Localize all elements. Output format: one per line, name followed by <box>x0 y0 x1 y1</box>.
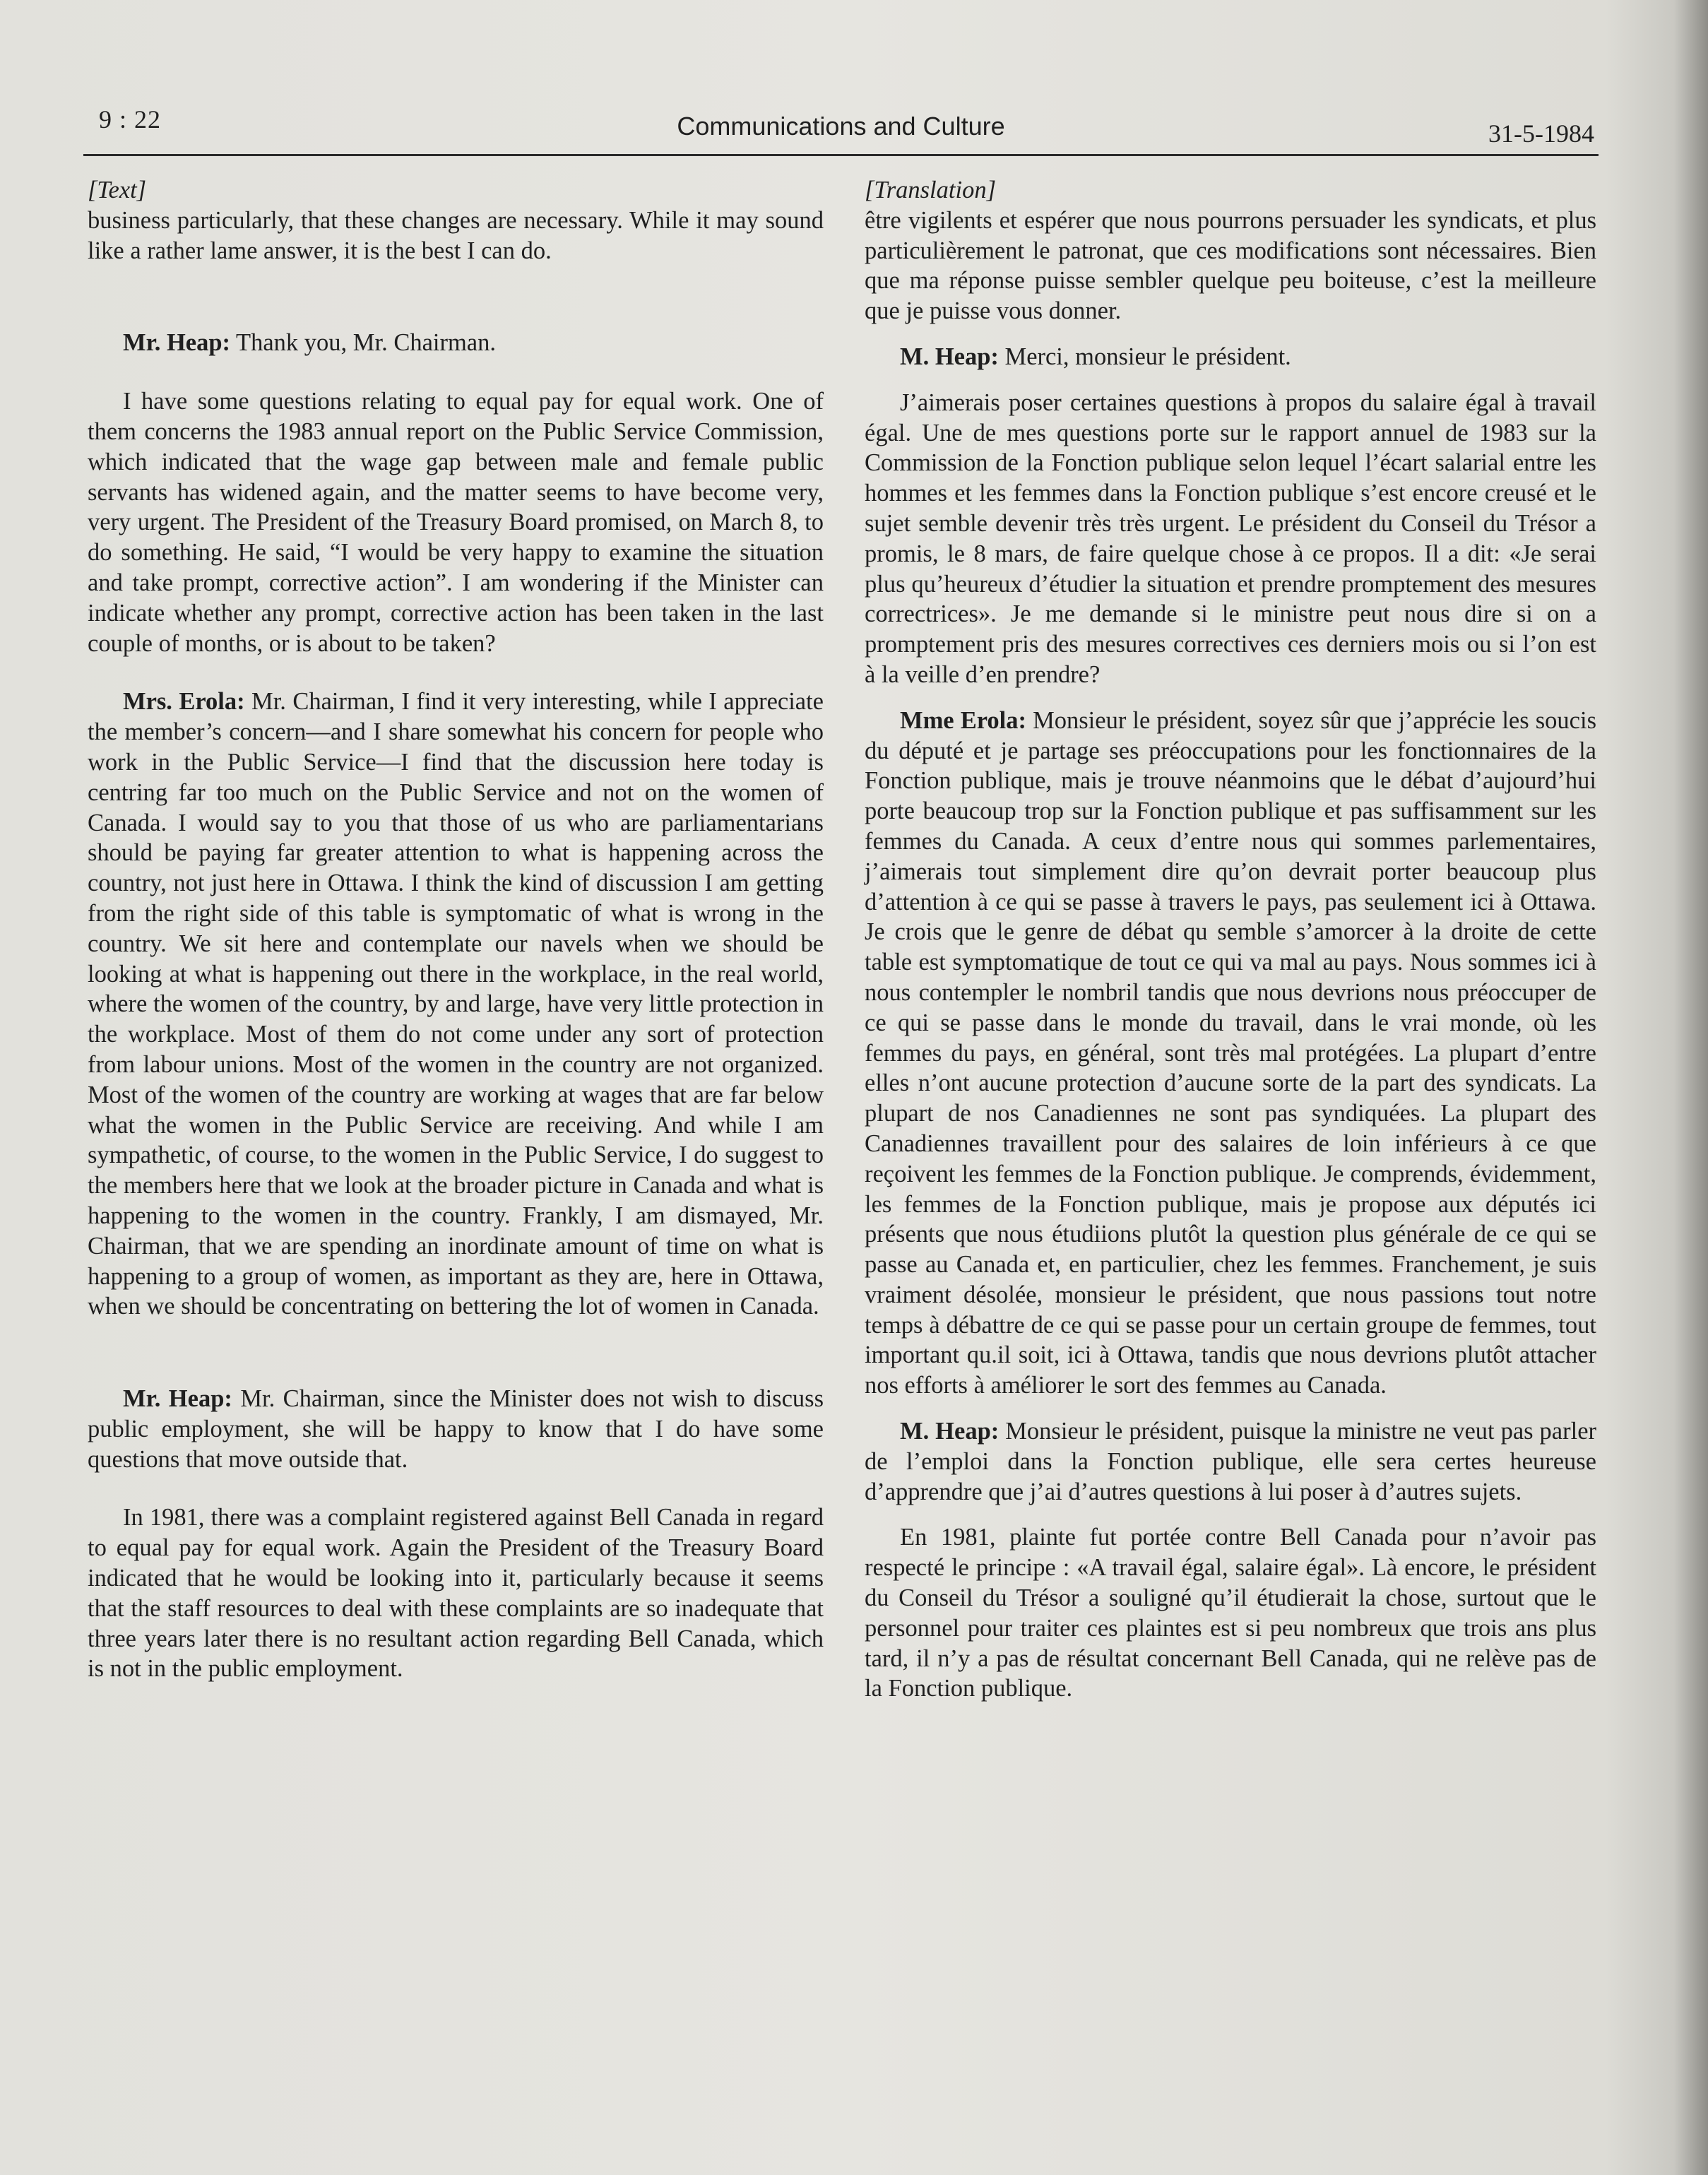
text-tag: [Text] <box>88 177 147 203</box>
speaker-paragraph <box>88 1384 824 1474</box>
page-header <box>83 97 1599 156</box>
paragraph: En 1981, plainte fut portée contre Bell Canada pour n’avoir pas respecté le principe : «A travail égal, salaire égal». Là encore, le président du Conseil du Trésor a souligné qu’il étudierait la chose, surtout que le personnel pour traiter ces plaintes est si peu nombreux que trois ans plus tard, il n’y a pas de résultat concernant Bell Canada, qui ne relève pas de la Fonction publique. <box>865 1524 1596 1702</box>
speech-text: Monsieur le président, puisque la ministre ne veut pas parler de l’emploi dans la Fonction publique, elle sera certes heureuse d’apprendre que j’ai d’autres questions à lui poser à d’autres sujets. <box>865 1418 1596 1505</box>
publication-title: Communications and Culture <box>677 112 1005 141</box>
speaker-paragraph <box>865 342 1596 372</box>
speaker-name: Mr. Heap: <box>123 1385 232 1413</box>
speech-text: Mr. Chairman, since the Minister does not wish to discuss public employment, she will be happy to know that I do have some questions that move outside that. <box>88 1385 824 1473</box>
speaker-paragraph <box>88 328 824 358</box>
speech-text: Monsieur le président, soyez sûr que j’apprécie les soucis du député et je partage ses préoccupations pour les fonctionnaires de la Fonction publique, mais je trouve néanmoins que le débat d’aujourd’hui porte beaucoup trop sur la Fonction publique et pas suffisamment sur les femmes du Canada. A ceux d’entre nous qui sommes parlementaires, j’aimerais tout simplement dire qu’on devrait porter beaucoup plus d’attention à ce qui se passe à travers le pays, pas seulement ici à Ottawa. Je crois que le genre de débat qu semble s’amorcer à la droite de cette table est symptomatique de tout ce qui va mal au pays. Nous sommes ici à nous contempler le nombril tandis que nous devrions nous préoccuper de ce qui se passe dans le monde du travail, dans le vrai monde, où les femmes du pays, en général, sont très mal protégées. La plupart d’entre elles n’ont aucune protection d’aucune sorte de la part des syndicats. La plupart de nos Canadiennes ne sont pas syndiquées. La plupart des Canadiennes travaillent pour des salaires de loin inférieurs à ce que reçoivent les femmes de la Fonction publique. Je comprends, évidemment, les femmes de la Fonction publique, mais je propose aux députés ici présents que nous étudiions plutôt la question plus générale de ce qui se passe au Canada et, en particulier, chez les femmes. Franchement, je suis vraiment désolée, monsieur le président, que nous passions tout notre temps à débattre de ce qui se passe pour un certain groupe de femmes, tout important qu.il soit, ici à Ottawa, tandis que nous devrions plutôt attacher nos efforts à améliorer le sort des femmes au Canada. <box>865 706 1596 1399</box>
speaker-name: Mrs. Erola: <box>123 688 245 716</box>
speaker-paragraph <box>865 1416 1596 1507</box>
speaker-name: M. Heap: <box>900 343 999 370</box>
speech-text: Mr. Chairman, I find it very interesting, while I appreciate the member’s concern—and I share somewhat his concern for people who work in the Public Service—I find that the discussion here today is centring far too much on the Public Service and not on the women of Canada. I would say to you that those of us who are parliamentarians should be paying far greater attention to what is happening across the country, not just here in Ottawa. I think the kind of discussion I am getting from the right side of this table is symptomatic of what is wrong in the country. We sit here and contemplate our navels when we should be looking at what is happening out there in the workplace, in the real world, where the women of the country, by and large, have very little protection in the workplace. Most of them do not come under any sort of protection from labour unions. Most of the women in the country are not organized. Most of the women of the country are working at wages that are far below what the women in the Public Service are receiving. And while I am sympathetic, of course, to the women in the Public Service, I do suggest to the members here that we look at the broader picture in Canada and what is happening to the women in the country. Frankly, I am dismayed, Mr. Chairman, that we are spending an inordinate amount of time on what is happening to a group of women, as important as they are, here in Ottawa, when we should be concentrating on bettering the lot of women in Canada. <box>88 688 824 1320</box>
speaker-name: Mme Erola: <box>900 706 1026 734</box>
paragraph: J’aimerais poser certaines questions à propos du salaire égal à travail égal. Une de mes questions porte sur le rapport annuel de 1983 sur la Commission de la Fonction publique selon lequel l’écart salarial entre les hommes et les femmes dans la Fonction publique s’est encore creusé et le sujet semble devenir très très urgent. Le président du Conseil du Trésor a promis, le 8 mars, de faire quelque chose à ce propos. Il a dit: «Je serai plus qu’heureux d’étudier la situation et prendre promptement des mesures correctrices». Je me demande si le ministre peut nous dire si on a promptement pris des mesures correctives ces derniers mois ou si l’on est à la veille d’en prendre? <box>865 389 1596 688</box>
translation-tag: [Translation] <box>865 177 996 203</box>
english-column <box>88 175 824 1684</box>
page-number: 9 : 22 <box>99 105 162 134</box>
speaker-name: M. Heap: <box>900 1418 1000 1445</box>
speech-text: Thank you, Mr. Chairman. <box>230 329 496 357</box>
french-column <box>865 175 1596 1704</box>
paragraph: I have some questions relating to equal pay for equal work. One of them concerns the 1983 annual report on the Public Service Commission, which indicated that the wage gap between male and female public servants has widened again, and the matter seems to have become very, very urgent. The President of the Treasury Board promised, on March 8, to do something. He said, “I would be very happy to examine the situation and take prompt, corrective action”. I am wondering if the Minister can indicate whether any prompt, corrective action has been taken in the last couple of months, or is about to be taken? <box>88 388 824 657</box>
issue-date: 31-5-1984 <box>1488 119 1594 148</box>
speaker-paragraph <box>865 706 1596 1401</box>
paragraph: business particularly, that these changes are necessary. While it may sound like a rather lame answer, it is the best I can do. <box>88 206 824 264</box>
speaker-name: Mr. Heap: <box>123 329 231 357</box>
speech-text: Merci, monsieur le président. <box>998 343 1291 370</box>
paragraph: In 1981, there was a complaint registered against Bell Canada in regard to equal pay for equal work. Again the President of the Treasury Board indicated that he would be looking into it, particularly because it seems that the staff resources to deal with these complaints are so inadequate that three years later there is no resultant action regarding Bell Canada, which is not in the public employment. <box>88 1504 824 1683</box>
speaker-paragraph <box>88 687 824 1322</box>
paragraph: être vigilents et espérer que nous pourrons persuader les syndicats, et plus particulièrement le patronat, que ces modifications sont nécessaires. Bien que ma réponse puisse sembler quelque peu boiteuse, c’est la meilleure que je puisse vous donner. <box>865 206 1596 325</box>
